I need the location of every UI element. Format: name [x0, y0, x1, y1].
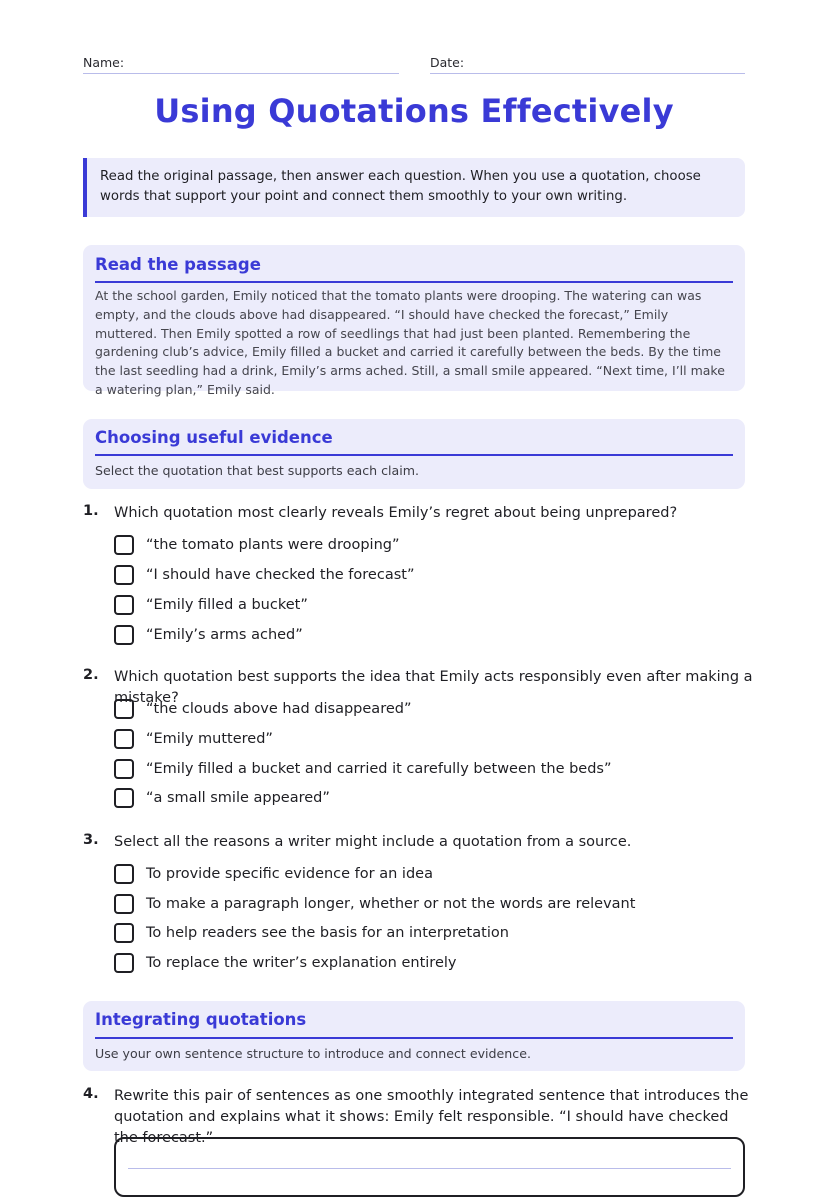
checkbox[interactable]	[114, 953, 134, 973]
question-number: 1.	[83, 503, 99, 519]
checkbox[interactable]	[114, 864, 134, 884]
passage-panel	[83, 245, 745, 397]
name-field[interactable]	[83, 52, 399, 74]
checkbox[interactable]	[114, 565, 134, 585]
option-label: “the clouds above had disappeared”	[146, 701, 412, 717]
option-label: “Emily filled a bucket and carried it carefully between the beds”	[146, 761, 612, 777]
question-text: Rewrite this pair of sentences as one smoothly integrated sentence that introduces the quotation and explains what it shows: Emily felt responsible. “I should have checked the forecast.”	[114, 1088, 749, 1146]
checkbox[interactable]	[114, 759, 134, 779]
passage-heading: Read the passage	[95, 245, 733, 283]
option-label: To replace the writer’s explanation entirely	[146, 955, 457, 971]
option-label: “Emily filled a bucket”	[146, 597, 308, 613]
option-label: “I should have checked the forecast”	[146, 567, 415, 583]
evidence-section-heading: Choosing useful evidence	[95, 419, 733, 456]
checkbox[interactable]	[114, 923, 134, 943]
answer-writing-line	[128, 1168, 731, 1169]
evidence-section-panel	[83, 419, 745, 489]
checkbox[interactable]	[114, 894, 134, 914]
option-label: To make a paragraph longer, whether or not the words are relevant	[146, 896, 636, 912]
passage-text: At the school garden, Emily noticed that the tomato plants were drooping. The watering can was empty, and the clouds above had disappeared. “I should have checked the forecast,” Emily muttered. Then Emily spotted a row of seedlings that had just been planted. Remembering the gardening club’s advice, Emily filled a bucket and carried it carefully between the beds. By the time the last seedling had a drink, Emily’s arms ached. Still, a small smile appeared. “Next time, I’ll make a watering plan,” Emily said.	[95, 288, 725, 397]
question-text: Select all the reasons a writer might include a quotation from a source.	[114, 834, 632, 850]
integration-section-instruction: Use your own sentence structure to introduce and connect evidence.	[95, 1046, 531, 1061]
date-label: Date:	[430, 55, 465, 70]
option-label: “Emily’s arms ached”	[146, 627, 303, 643]
checkbox[interactable]	[114, 595, 134, 615]
date-field[interactable]	[430, 52, 745, 74]
intro-callout: Read the original passage, then answer each question. When you use a quotation, choose words that support your point and connect them smoothly to your own writing.	[83, 158, 745, 217]
checkbox[interactable]	[114, 625, 134, 645]
checkbox[interactable]	[114, 535, 134, 555]
question-text: Which quotation most clearly reveals Emily’s regret about being unprepared?	[114, 505, 678, 521]
question-number: 3.	[83, 832, 99, 848]
checkbox[interactable]	[114, 788, 134, 808]
integration-section-panel	[83, 1001, 745, 1071]
name-label: Name:	[83, 55, 125, 70]
question-number: 4.	[83, 1086, 99, 1102]
option-label: “the tomato plants were drooping”	[146, 537, 400, 553]
option-label: “a small smile appeared”	[146, 790, 330, 806]
evidence-section-instruction: Select the quotation that best supports each claim.	[95, 463, 420, 478]
written-answer-box[interactable]	[114, 1137, 745, 1197]
option-label: To help readers see the basis for an interpretation	[146, 925, 509, 941]
question-text: Which quotation best supports the idea that Emily acts responsibly even after making a mistake?	[114, 669, 753, 706]
option-label: To provide specific evidence for an idea	[146, 866, 433, 882]
checkbox[interactable]	[114, 729, 134, 749]
question-number: 2.	[83, 667, 99, 683]
integration-section-heading: Integrating quotations	[95, 1001, 733, 1039]
page-title: Using Quotations Effectively	[154, 92, 674, 130]
checkbox[interactable]	[114, 699, 134, 719]
option-label: “Emily muttered”	[146, 731, 273, 747]
